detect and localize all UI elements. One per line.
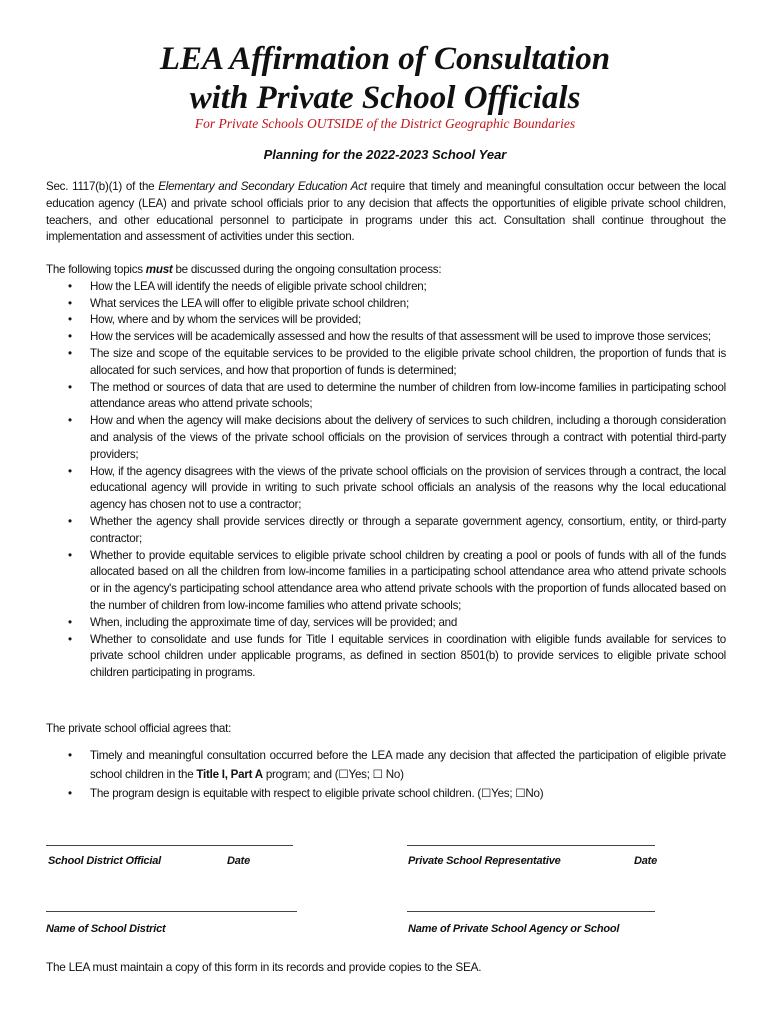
topics-list (46, 279, 726, 682)
list-item: • How, where and by whom the services will be provided; (46, 312, 726, 329)
label-date-left: Date (227, 855, 251, 867)
intro-paragraph (46, 179, 726, 246)
agreement-lead: The private school official agrees that: (46, 722, 232, 735)
agreement-section (46, 721, 726, 803)
signature-line-private-rep[interactable] (407, 845, 655, 846)
label-date-right: Date (634, 855, 658, 867)
topics-lead-must: must (145, 263, 173, 276)
list-item: • Whether to provide equitable services to eligible private school children by creating a pool or pools of funds with all of the funds allocated based on all the children from low-income families in a participating school attendance area who attend private schools or in the agency's participating school attendance area who attend private schools with the proportion of funds allocated based on the number of children from low-income families who attend private schools; (46, 548, 726, 615)
signature-line-agency-name[interactable] (407, 911, 655, 912)
intro-text-pre: Sec. 1117(b)(1) of the (46, 180, 159, 193)
list-item: • The method or sources of data that are used to determine the number of children from low-income families in participating school attendance areas who attend private schools; (46, 380, 726, 414)
agreement-list (46, 746, 726, 803)
list-item: • What services the LEA will offer to eligible private school children; (46, 296, 726, 313)
topics-lead-pre: The following topics (46, 263, 146, 276)
label-private-rep: Private School Representative (408, 855, 561, 867)
topics-section (46, 262, 726, 682)
list-item: • When, including the approximate time of day, services will be provided; and (46, 615, 726, 632)
agreement-item1-pre: Timely and meaningful consultation occurred before the LEA made any decision that affected the participation of eligible private school children in the (90, 748, 726, 781)
list-item: • How the services will be academically assessed and how the results of that assessment will be used to improve those services; (46, 329, 726, 346)
agreement-item1-program: Title I, Part A (196, 767, 263, 781)
agreement-item-design[interactable]: • The program design is equitable with respect to eligible private school children. (☐Yes; ☐No) (46, 784, 726, 803)
document-title-line-1: LEA Affirmation of Consultation (159, 41, 611, 77)
intro-act-name: Elementary and Secondary Education Act (158, 180, 367, 193)
document-title-line-2: with Private School Officials (189, 80, 581, 116)
list-item: • How the LEA will identify the needs of eligible private school children; (46, 279, 726, 296)
document-subtitle: For Private Schools OUTSIDE of the District Geographic Boundaries (194, 116, 576, 131)
topics-lead-post: be discussed during the ongoing consultation process: (172, 263, 442, 276)
list-item: • How, if the agency disagrees with the views of the private school officials on the provision of services through a contract, the local educational agency will provide in writing to such private school officials an analysis of the reasons why the local educational agency has chosen not to use a contractor; (46, 464, 726, 514)
list-item: • Whether to consolidate and use funds for Title I equitable services in coordination with eligible funds available for services to private school children under applicable programs, as defined in section 8501(b) to provide services to eligible private school children participating in programs. (46, 632, 726, 682)
label-agency-name: Name of Private School Agency or School (408, 923, 620, 935)
signature-line-district-official[interactable] (46, 845, 293, 846)
label-district-official: School District Official (48, 855, 161, 867)
list-item: • Whether the agency shall provide services directly or through a separate government agency, consortium, entity, or third-party contractor; (46, 514, 726, 548)
agreement-item-consultation (46, 746, 726, 784)
planning-year-heading: Planning for the 2022-2023 School Year (263, 147, 507, 162)
list-item: • How and when the agency will make decisions about the delivery of services to such children, including a thorough consideration and analysis of the views of the private school officials on the provision of services through a contract with potential third-party providers; (46, 413, 726, 463)
signature-line-district-name[interactable] (46, 911, 297, 912)
intro-text-post: require that timely and meaningful consultation occur between the local education agency (LEA) and private school officials prior to any decision that affects the opportunities of eligible private school children, teachers, and other educational personnel to participate in programs under this act. Consultation shall continue throughout the implementation and assessment of activities under this section. (46, 180, 727, 244)
label-district-name: Name of School District (46, 923, 166, 935)
list-item: • The size and scope of the equitable services to be provided to the eligible private school children, the proportion of funds that is allocated for such services, and how that proportion of funds is determined; (46, 346, 726, 380)
agreement-item1-checkboxes[interactable]: program; and (☐Yes; ☐ No) (262, 767, 404, 781)
footer-note: The LEA must maintain a copy of this form in its records and provide copies to the SEA. (46, 960, 482, 974)
